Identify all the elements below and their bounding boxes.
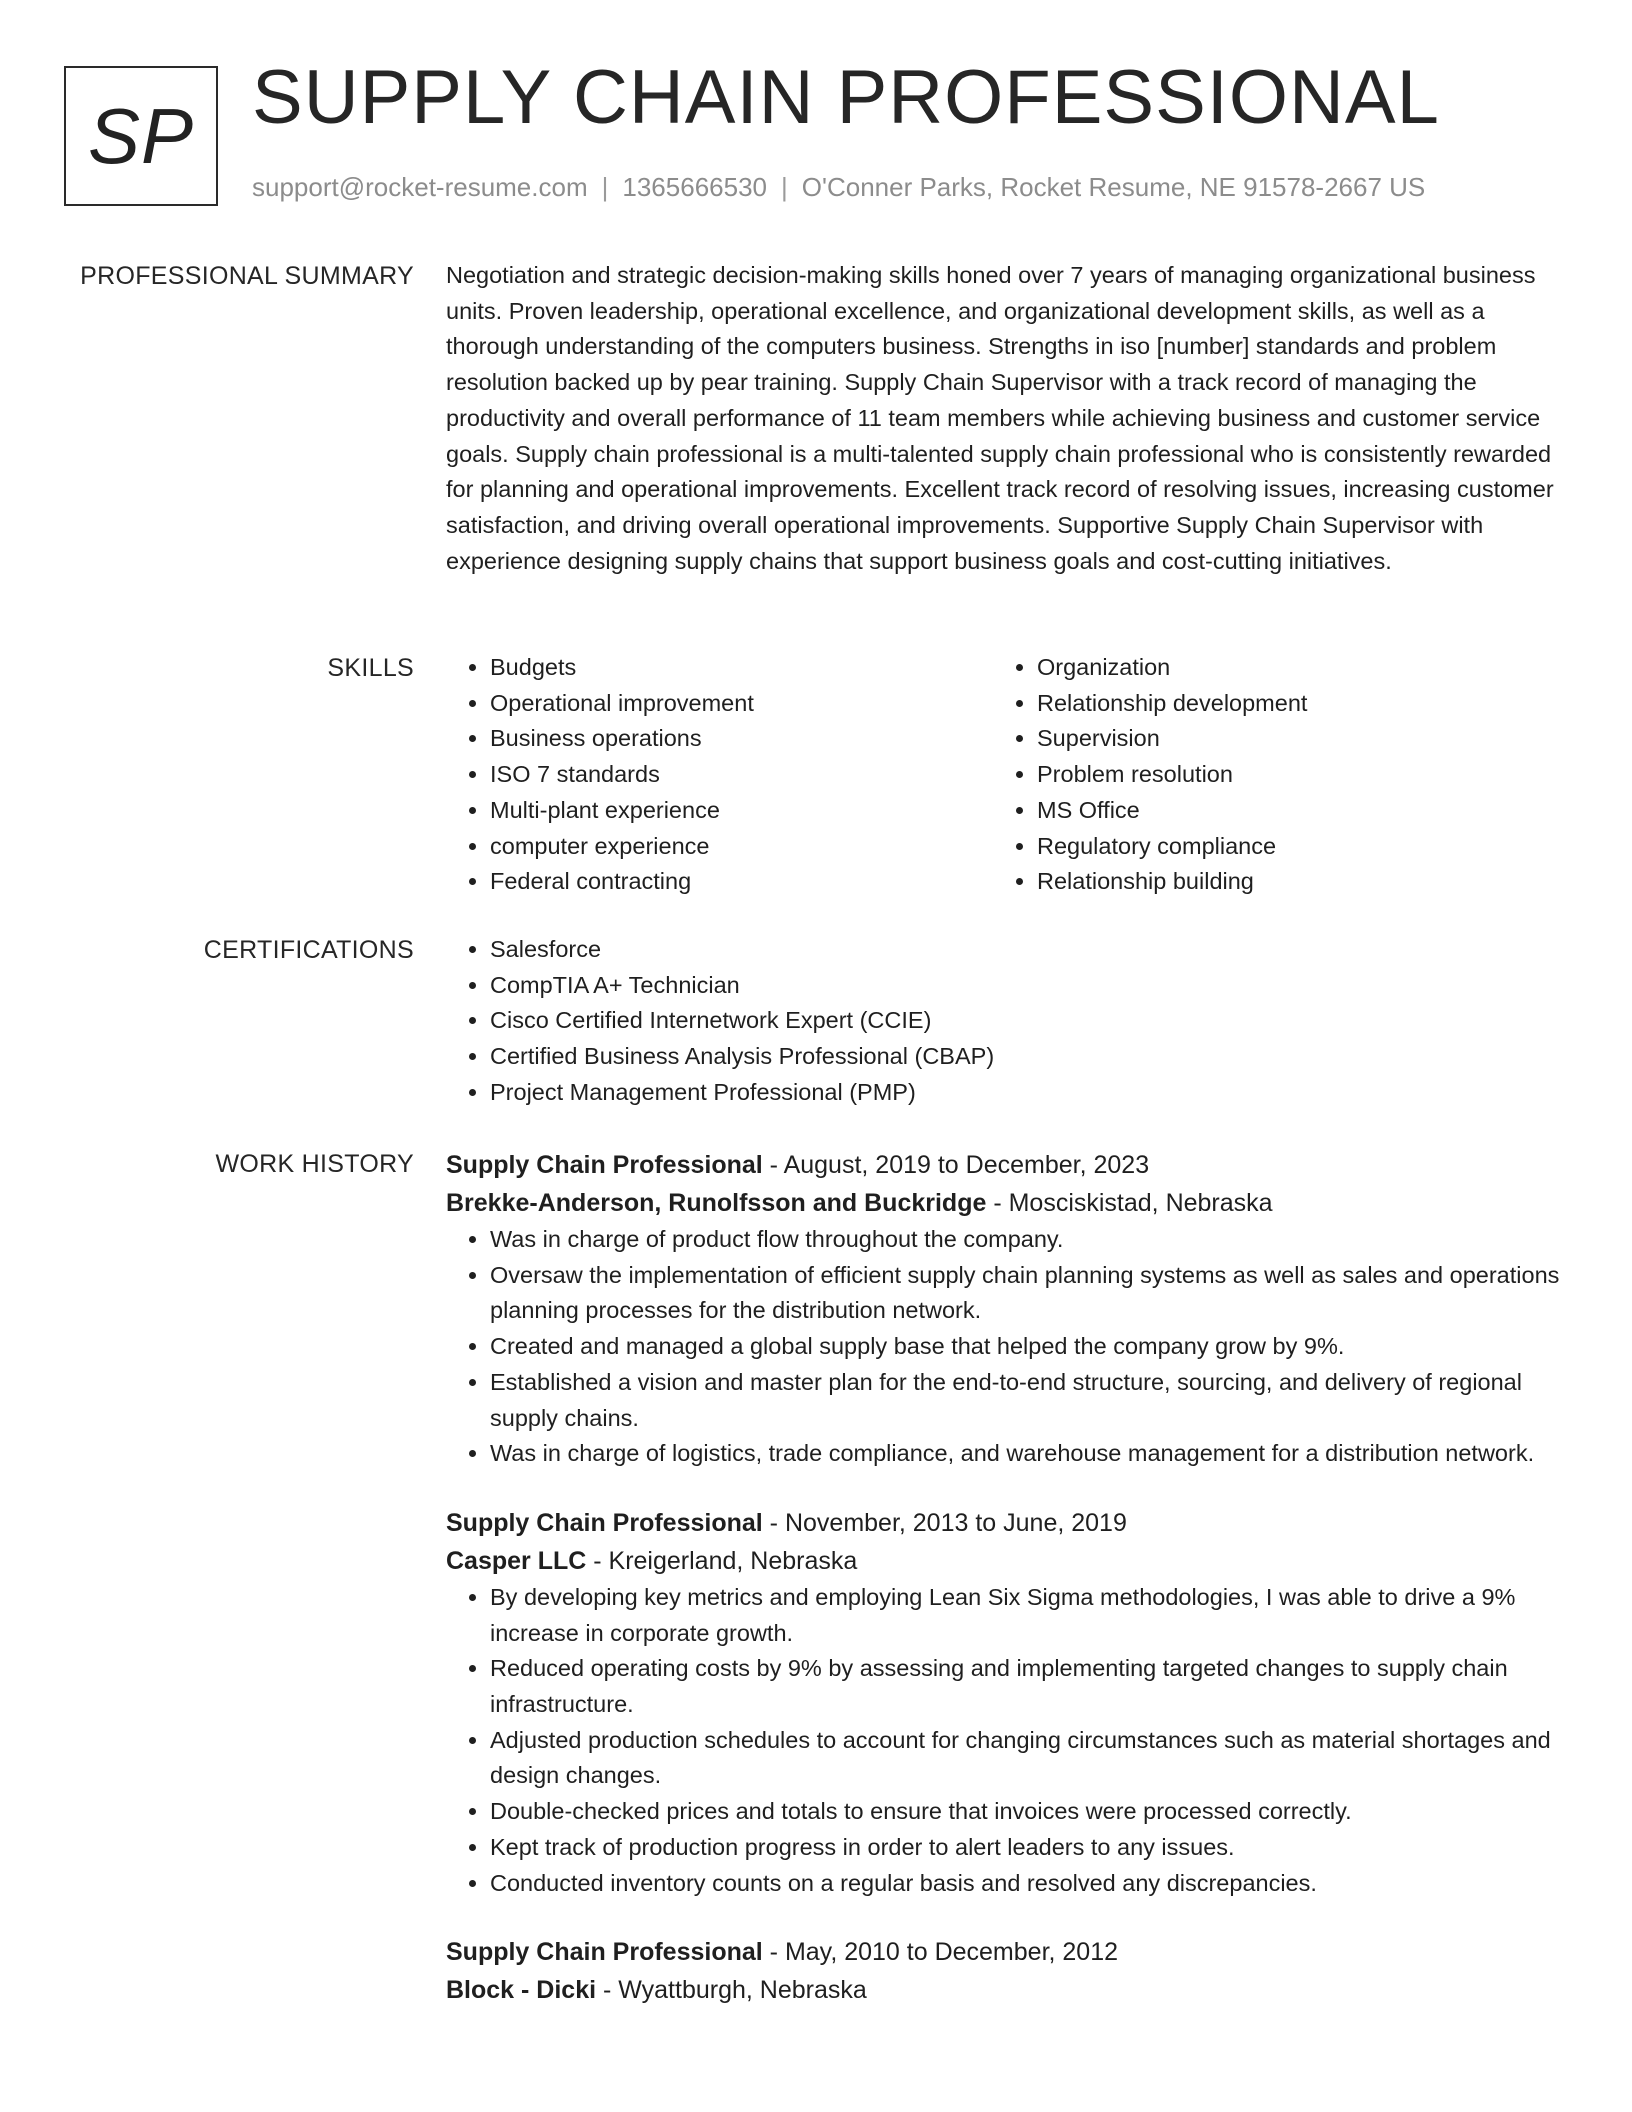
- skill-item: • Business operations: [490, 721, 993, 757]
- job-company: Casper LLC: [446, 1546, 587, 1575]
- job-bullet: • Reduced operating costs by 9% by assessing and implementing targeted changes to supply chain infrastructure.: [490, 1651, 1561, 1722]
- skill-item: • Supervision: [1037, 721, 1540, 757]
- skill-item: • Regulatory compliance: [1037, 829, 1540, 865]
- job-entry: [446, 1933, 1561, 2009]
- summary-text: Negotiation and strategic decision-making skills honed over 7 years of managing organizational business units. Proven leadership, operational excellence, and organizational development skills, as well as a thorough understanding of the computers business. Strengths in iso [number] standards and problem resolution backed up by pear training. Supply Chain Supervisor with a track record of managing the productivity and overall performance of 11 team members while achieving business and customer service goals. Supply chain professional is a multi-talented supply chain professional who is consistently rewarded for planning and operational improvements. Excellent track record of resolving issues, increasing customer satisfaction, and driving overall operational improvements. Supportive Supply Chain Supervisor with experience designing supply chains that support business goals and cost-cutting initiatives.: [446, 262, 1554, 574]
- job-bullet: • Adjusted production schedules to account for changing circumstances such as material shortages and design changes.: [490, 1723, 1561, 1794]
- skill-item: • Operational improvement: [490, 686, 993, 722]
- contact-phone: 1365666530: [622, 172, 767, 202]
- job-bullet: • Established a vision and master plan for the end-to-end structure, sourcing, and delivery of regional supply chains.: [490, 1365, 1561, 1436]
- skill-item: • Multi-plant experience: [490, 793, 993, 829]
- job-bullet: • Created and managed a global supply base that helped the company grow by 9%.: [490, 1329, 1561, 1365]
- skill-item: • MS Office: [1037, 793, 1540, 829]
- job-dates: - May, 2010 to December, 2012: [762, 1938, 1119, 1967]
- job-title: Supply Chain Professional: [446, 1151, 763, 1179]
- job-bullet: • Oversaw the implementation of efficient supply chain planning systems as well as sales and operations planning processes for the distribution network.: [490, 1258, 1561, 1329]
- skill-item: • Budgets: [490, 650, 993, 686]
- section-label-skills: SKILLS: [327, 654, 414, 682]
- certification-item: • CompTIA A+ Technician: [490, 968, 1561, 1004]
- job-title-line: [446, 1933, 1561, 1971]
- certification-item: • Certified Business Analysis Professional (CBAP): [490, 1039, 1561, 1075]
- contact-email: support@rocket-resume.com: [252, 172, 588, 202]
- job-bullets: [446, 1580, 1561, 1901]
- job-company: Block - Dicki: [446, 1976, 597, 2005]
- certifications-list: [446, 932, 1561, 1111]
- job-bullet: • Conducted inventory counts on a regular basis and resolved any discrepancies.: [490, 1866, 1561, 1902]
- job-bullet: • By developing key metrics and employing Lean Six Sigma methodologies, I was able to drive a 9% increase in corporate growth.: [490, 1580, 1561, 1651]
- job-title-line: [446, 1146, 1561, 1184]
- job-bullet: • Kept track of production progress in order to alert leaders to any issues.: [490, 1830, 1561, 1866]
- skills-list-right: [993, 650, 1540, 900]
- work-history-body: [446, 1146, 1561, 2009]
- job-bullet: • Double-checked prices and totals to ensure that invoices were processed correctly.: [490, 1794, 1561, 1830]
- job-location: - Mosciskistad, Nebraska: [986, 1189, 1273, 1217]
- monogram-badge: [64, 66, 218, 206]
- job-company-line: [446, 1542, 1561, 1580]
- contact-separator: |: [781, 172, 788, 202]
- job-bullet: • Was in charge of product flow throughout the company.: [490, 1222, 1561, 1258]
- job-dates: - August, 2019 to December, 2023: [762, 1151, 1150, 1179]
- skills-columns: [446, 650, 1561, 900]
- skill-item: • computer experience: [490, 829, 993, 865]
- resume-name-heading: SUPPLY CHAIN PROFESSIONAL: [252, 55, 1440, 140]
- section-label-summary: PROFESSIONAL SUMMARY: [80, 262, 414, 290]
- section-label-work-history: WORK HISTORY: [215, 1150, 414, 1178]
- section-label-certifications: CERTIFICATIONS: [203, 936, 414, 964]
- job-title-line: [446, 1504, 1561, 1542]
- contact-address: O'Conner Parks, Rocket Resume, NE 91578-2667 US: [801, 172, 1426, 202]
- job-bullet: • Was in charge of logistics, trade compliance, and warehouse management for a distribution network.: [490, 1436, 1561, 1472]
- job-company-line: [446, 1971, 1561, 2009]
- skill-item: • Organization: [1037, 650, 1540, 686]
- monogram-initials: SP: [87, 91, 195, 180]
- skill-item: • ISO 7 standards: [490, 757, 993, 793]
- job-entry: [446, 1146, 1561, 1472]
- skills-list-left: [446, 650, 993, 900]
- skill-item: • Relationship building: [1037, 864, 1540, 900]
- skill-item: • Relationship development: [1037, 686, 1540, 722]
- job-title: Supply Chain Professional: [446, 1938, 763, 1967]
- skill-item: • Problem resolution: [1037, 757, 1540, 793]
- job-location: - Kreigerland, Nebraska: [586, 1546, 858, 1575]
- job-company: Brekke-Anderson, Runolfsson and Buckridge: [446, 1189, 987, 1217]
- contact-line: [252, 172, 1425, 203]
- job-location: - Wyattburgh, Nebraska: [596, 1976, 867, 2005]
- job-title: Supply Chain Professional: [446, 1508, 763, 1537]
- job-entry: [446, 1504, 1561, 1901]
- job-bullets: [446, 1222, 1561, 1472]
- certification-item: • Salesforce: [490, 932, 1561, 968]
- contact-separator: |: [601, 172, 609, 202]
- skill-item: • Federal contracting: [490, 864, 993, 900]
- job-company-line: [446, 1184, 1561, 1222]
- certification-item: • Project Management Professional (PMP): [490, 1075, 1561, 1111]
- certifications-body: [446, 932, 1561, 1111]
- job-dates: - November, 2013 to June, 2019: [762, 1508, 1127, 1537]
- certification-item: • Cisco Certified Internetwork Expert (CCIE): [490, 1003, 1561, 1039]
